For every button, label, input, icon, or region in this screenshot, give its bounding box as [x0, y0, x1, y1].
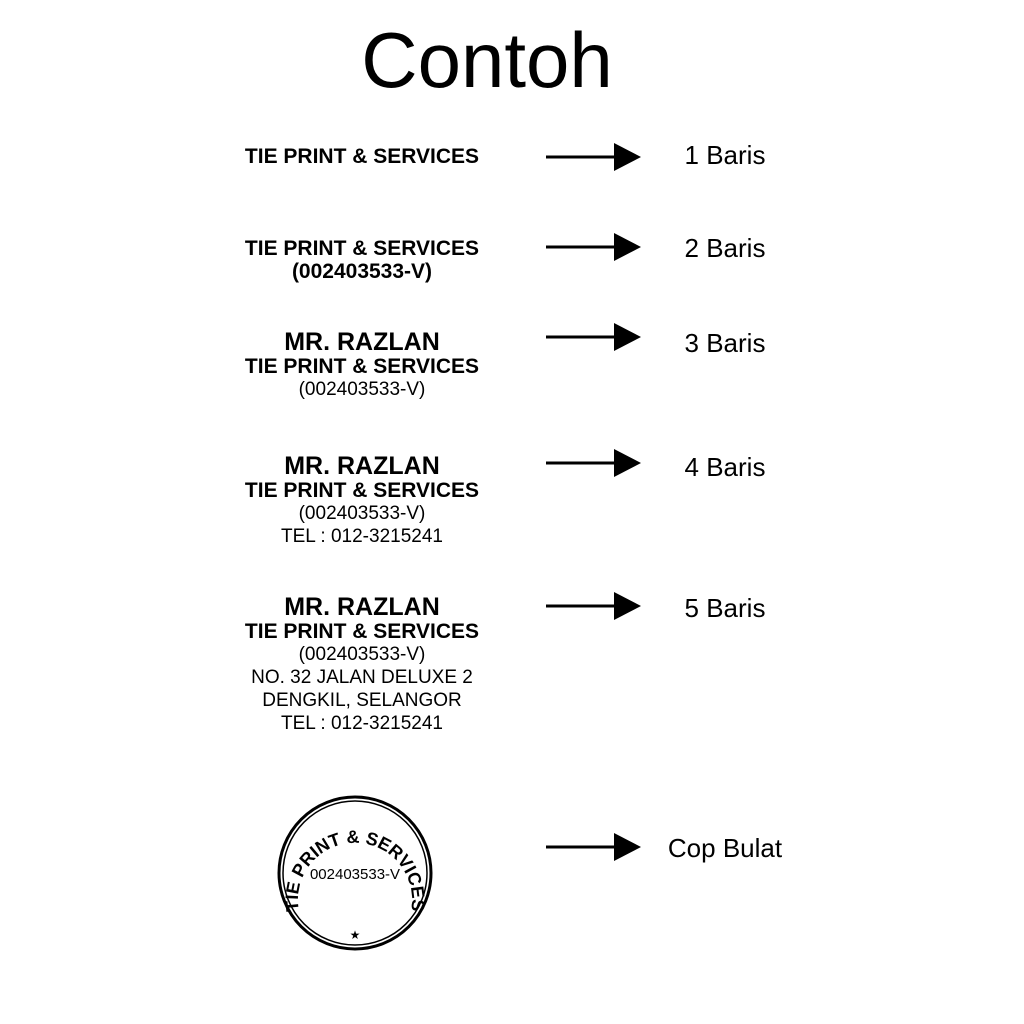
right-arrow-icon	[546, 831, 642, 863]
stamp-line-company: TIE PRINT & SERVICES	[244, 620, 480, 643]
stamp-line-name: MR. RAZLAN	[284, 328, 440, 356]
row-label-1-baris: 1 Baris	[684, 140, 766, 170]
row-label-3-baris: 3 Baris	[684, 328, 766, 358]
stamp-line-company: TIE PRINT & SERVICES	[244, 237, 480, 260]
row-label-5-baris: 5 Baris	[684, 593, 766, 623]
stamp-line-phone: TEL : 012-3215241	[281, 526, 443, 547]
stamp-line-reg-number: (002403533-V)	[298, 503, 426, 524]
round-stamp	[276, 794, 434, 952]
row-label-2-baris: 2 Baris	[684, 233, 766, 263]
right-arrow-icon	[546, 321, 642, 353]
stamp-line-company: TIE PRINT & SERVICES	[244, 479, 480, 502]
round-stamp-center-text: 002403533-V	[309, 866, 401, 883]
stamp-line-company: TIE PRINT & SERVICES	[244, 145, 480, 168]
stamp-line-address-1: NO. 32 JALAN DELUXE 2	[251, 667, 473, 688]
stamp-line-reg-number: (002403533-V)	[298, 644, 426, 665]
right-arrow-icon	[546, 231, 642, 263]
stamp-line-name: MR. RAZLAN	[284, 452, 440, 480]
row-label-4-baris: 4 Baris	[684, 452, 766, 482]
stamp-line-company: TIE PRINT & SERVICES	[244, 355, 480, 378]
stamp-line-reg-number: (002403533-V)	[291, 260, 433, 283]
stamp-line-address-2: DENGKIL, SELANGOR	[262, 690, 462, 711]
round-stamp-ring-textpath: TIE PRINT & SERVICES	[281, 826, 429, 913]
right-arrow-icon	[546, 141, 642, 173]
stamp-line-phone: TEL : 012-3215241	[281, 713, 443, 734]
page-title: Contoh	[361, 16, 613, 104]
right-arrow-icon	[546, 590, 642, 622]
star-icon: ★	[349, 928, 361, 942]
row-label-cop-bulat: Cop Bulat	[667, 833, 783, 863]
stamp-line-reg-number: (002403533-V)	[298, 379, 426, 400]
right-arrow-icon	[546, 447, 642, 479]
stamp-line-name: MR. RAZLAN	[284, 593, 440, 621]
